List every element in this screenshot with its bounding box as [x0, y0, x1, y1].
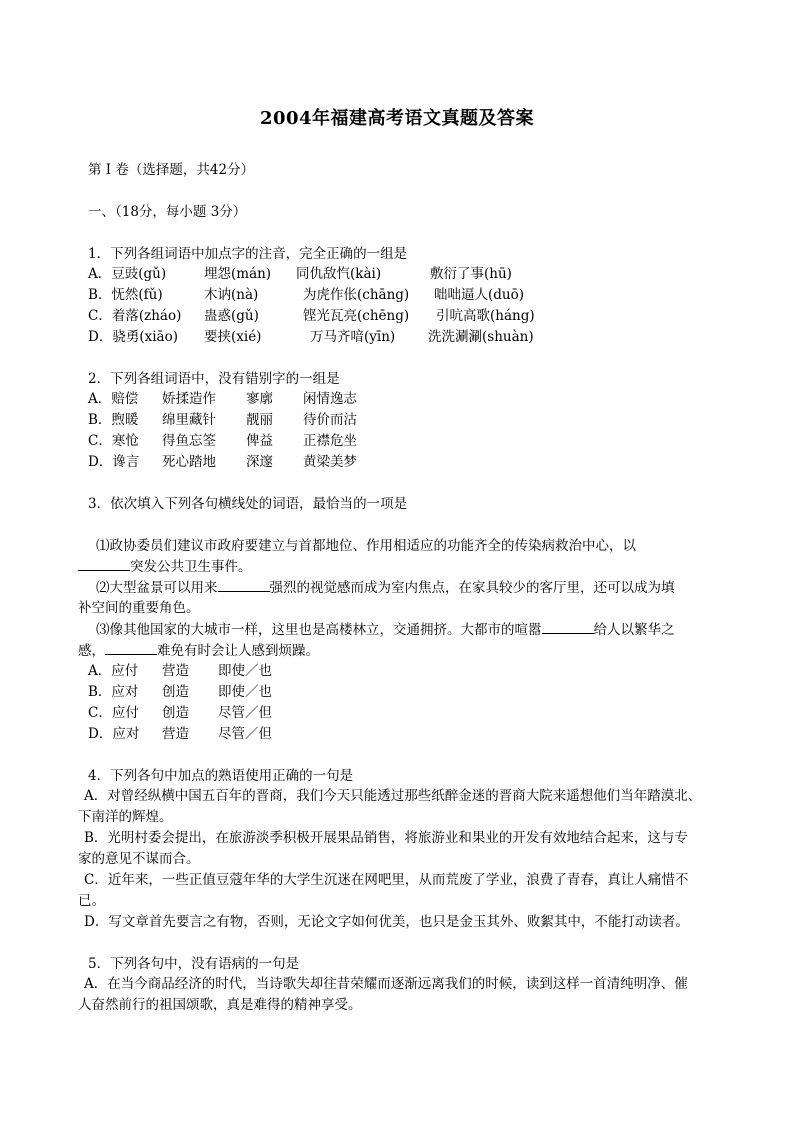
q4-stem: 4．下列各句中加点的熟语使用正确的一句是 — [88, 768, 354, 784]
q1-option-c-3: 铿光瓦亮(chēng) — [303, 308, 410, 324]
part-heading: 第 I 卷（选择题，共42分） — [88, 162, 255, 178]
q3-sentence-2-head: ⑵大型盆景可以用来 — [96, 580, 218, 596]
q1-option-a-4: 敷衍了事(hū) — [430, 266, 512, 282]
q3-option-a-1: A．应付 — [88, 663, 139, 679]
q4-option-b-line-2: 家的意见不谋而合。 — [78, 851, 200, 867]
q1-option-d-4: 洗洗涮涮(shuàn) — [428, 329, 534, 345]
q2-option-c-4: 正襟危坐 — [303, 433, 357, 449]
q5-option-a-line-1: A．在当今商品经济的时代，当诗歌失却往昔荣耀而逐渐远离我们的时候，读到这样一首清纯明净、催 — [84, 976, 688, 992]
q4-option-c-line-2: 已。 — [78, 893, 105, 909]
q1-option-c-2: 蛊惑(gǔ) — [204, 308, 259, 324]
q3-option-d-3: 尽管／但 — [218, 726, 272, 742]
q2-option-b-1: B．煦暖 — [88, 412, 139, 428]
q3-sentence-2-line-1 — [96, 577, 675, 598]
q3-sentence-3-start: 感， — [78, 643, 105, 659]
q3-sentence-2-mid: 强烈的视觉感而成为室内焦点，在家具较少的客厅里，还可以成为填 — [269, 580, 675, 596]
q3-option-c-3: 尽管／但 — [218, 705, 272, 721]
q1-option-a-1: A．豆豉(gǔ) — [88, 266, 167, 282]
q1-option-b-3: 为虎作伥(chāng) — [303, 287, 410, 303]
q2-option-c-3: 俾益 — [246, 433, 273, 449]
q2-option-a-2: 娇揉造作 — [162, 391, 216, 407]
q1-option-b-2: 木讷(nà) — [204, 287, 259, 303]
q2-option-a-4: 闲情逸志 — [303, 391, 357, 407]
q4-option-a-line-2: 下南洋的辉煌。 — [78, 809, 173, 825]
document-title: 2004年福建高考语文真题及答案 — [259, 108, 535, 129]
q4-option-b-line-1: B．光明村委会提出，在旅游淡季积极开展果品销售，将旅游业和果业的开发有效地结合起来，这与专 — [84, 830, 688, 846]
q3-sentence-3-line-1 — [96, 619, 675, 640]
q2-option-a-3: 寥廓 — [246, 391, 273, 407]
q2-option-c-1: C．寒怆 — [88, 433, 139, 449]
q4-option-d-line-1: D．写文章首先要言之有物，否则，无论文字如何优美，也只是金玉其外、败絮其中，不能打动读者。 — [84, 914, 689, 930]
q3-sentence-3-line-2 — [78, 640, 319, 661]
q3-sentence-1-line-2 — [78, 556, 252, 577]
q2-option-c-2: 得鱼忘筌 — [162, 433, 216, 449]
q3-blank-2 — [218, 577, 270, 592]
q2-option-b-2: 绵里藏针 — [162, 412, 216, 428]
q1-option-a-2: 埋怨(mán) — [204, 266, 272, 282]
q3-option-b-1: B．应对 — [88, 684, 139, 700]
q3-blank-1 — [78, 556, 130, 571]
q3-option-a-2: 营造 — [162, 663, 189, 679]
q1-option-a-3: 同仇敌忾(kài) — [296, 266, 382, 282]
q3-option-b-3: 即使／也 — [218, 684, 272, 700]
q3-option-d-1: D．应对 — [88, 726, 140, 742]
q2-option-d-1: D．谗言 — [88, 454, 140, 470]
q3-option-a-3: 即使／也 — [218, 663, 272, 679]
q5-option-a-line-2: 人奋然前行的祖国颂歌，真是难得的精神享受。 — [78, 997, 362, 1013]
q3-option-b-2: 创造 — [162, 684, 189, 700]
q3-sentence-3-head: ⑶像其他国家的大城市一样，这里也是高楼林立，交通拥挤。大都市的喧嚣 — [96, 622, 542, 638]
q2-option-d-2: 死心踏地 — [162, 454, 216, 470]
q1-option-c-4: 引吭高歌(háng) — [436, 308, 535, 324]
q3-sentence-2-line-2: 补空间的重要角色。 — [78, 600, 200, 616]
q4-option-a-line-1: A．对曾经纵横中国五百年的晋商，我们今天只能透过那些纸醉金迷的晋商大院来遥想他们当年踏漠北、 — [84, 788, 702, 804]
q3-stem: 3．依次填入下列各句横线处的词语，最恰当的一项是 — [88, 496, 408, 512]
q2-option-b-4: 待价而沽 — [303, 412, 357, 428]
q3-blank-4 — [105, 640, 157, 655]
q2-stem: 2．下列各组词语中，没有错别字的一组是 — [88, 371, 340, 387]
q4-option-c-line-1: C．近年来，一些正值豆蔻年华的大学生沉迷在网吧里，从而荒废了学业，浪费了青春，真让人痛惜不 — [84, 872, 689, 888]
q3-option-d-2: 营造 — [162, 726, 189, 742]
q2-option-a-1: A．赔偿 — [88, 391, 139, 407]
q3-option-c-1: C．应付 — [88, 705, 139, 721]
q3-blank-3 — [542, 619, 594, 634]
q1-option-d-2: 要挟(xié) — [204, 329, 262, 345]
q3-sentence-3-tail: 难免有时会让人感到烦躁。 — [157, 643, 319, 659]
q3-sentence-1-line-1: ⑴政协委员们建议市政府要建立与首都地位、作用相适应的功能齐全的传染病救治中心，以 — [96, 538, 636, 554]
q2-option-b-3: 靓丽 — [246, 412, 273, 428]
q1-option-b-1: B．怃然(fǔ) — [88, 287, 163, 303]
q3-option-c-2: 创造 — [162, 705, 189, 721]
q3-sentence-3-mid: 给人以繁华之 — [593, 622, 675, 638]
q2-option-d-3: 深邃 — [246, 454, 273, 470]
q2-option-d-4: 黄梁美梦 — [303, 454, 357, 470]
q1-option-d-1: D．骁勇(xiāo) — [88, 329, 178, 345]
section-heading: 一、（18分，每小题 3分） — [88, 204, 247, 220]
q3-sentence-1-tail: 突发公共卫生事件。 — [130, 559, 252, 575]
q1-stem: 1．下列各组词语中加点字的注音，完全正确的一组是 — [88, 246, 408, 262]
q1-option-b-4: 咄咄逼人(duō) — [434, 287, 524, 303]
q5-stem: 5．下列各句中，没有语病的一句是 — [88, 956, 300, 972]
q1-option-d-3: 万马齐喑(yīn) — [310, 329, 396, 345]
q1-option-c-1: C．着落(zháo) — [88, 308, 182, 324]
